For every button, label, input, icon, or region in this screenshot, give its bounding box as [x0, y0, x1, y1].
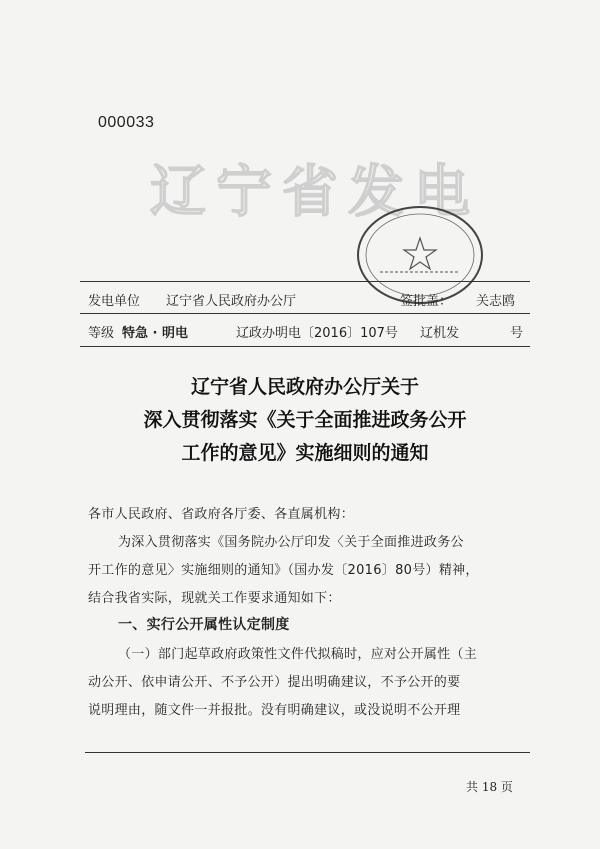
paragraph-2-line-3: 说明理由，随文件一并报批。没有明确建议，或没说明不公开理 [88, 703, 461, 718]
footer-rule [85, 752, 530, 753]
document-title-line-3: 工作的意见》实施细则的通知 [181, 442, 429, 464]
approver-label: 签批盖： [400, 294, 453, 309]
page-count: 共 18 页 [466, 780, 513, 794]
paragraph-1-line-2: 开工作的意见〉实施细则的通知》（国办发〔2016〕80号）精神， [88, 563, 479, 578]
machine-label: 辽机发 [420, 326, 460, 341]
salutation: 各市人民政府、省政府各厅委、各直属机构： [88, 507, 355, 522]
grade-value: 特急 · 明电 [122, 326, 188, 341]
header-top-rule [80, 281, 530, 282]
sender-value: 辽宁省人民政府办公厅 [166, 294, 297, 309]
grade-label: 等级 [88, 326, 115, 341]
section-1-heading: 一、实行公开属性认定制度 [118, 617, 290, 633]
masthead-title: 辽宁省发电 [150, 160, 480, 225]
header-middle-rule [80, 313, 530, 314]
grade-row [88, 322, 528, 344]
doc-reference: 辽政办明电〔2016〕107号 [236, 326, 398, 341]
doc-number: 000033 [98, 114, 155, 131]
paragraph-2-line-1: （一）部门起草政府政策性文件代拟稿时，应对公开属性（主 [118, 647, 478, 662]
sender-row [88, 290, 528, 312]
paragraph-2-line-2: 动公开、依申请公开、不予公开）提出明确建议，不予公开的要 [88, 675, 461, 690]
paragraph-1-line-3: 结合我省实际，现就关工作要求通知如下： [88, 591, 341, 606]
document-title-line-1: 辽宁省人民政府办公厅关于 [190, 376, 419, 398]
approver-value: 关志鸥 [476, 294, 516, 309]
sender-label: 发电单位 [88, 294, 141, 309]
number-suffix: 号 [510, 326, 524, 341]
document-title-line-2: 深入贯彻落实《关于全面推进政务公开 [143, 409, 467, 431]
header-bottom-rule [80, 346, 530, 347]
paragraph-1-line-1: 为深入贯彻落实《国务院办公厅印发〈关于全面推进政务公 [118, 535, 464, 550]
